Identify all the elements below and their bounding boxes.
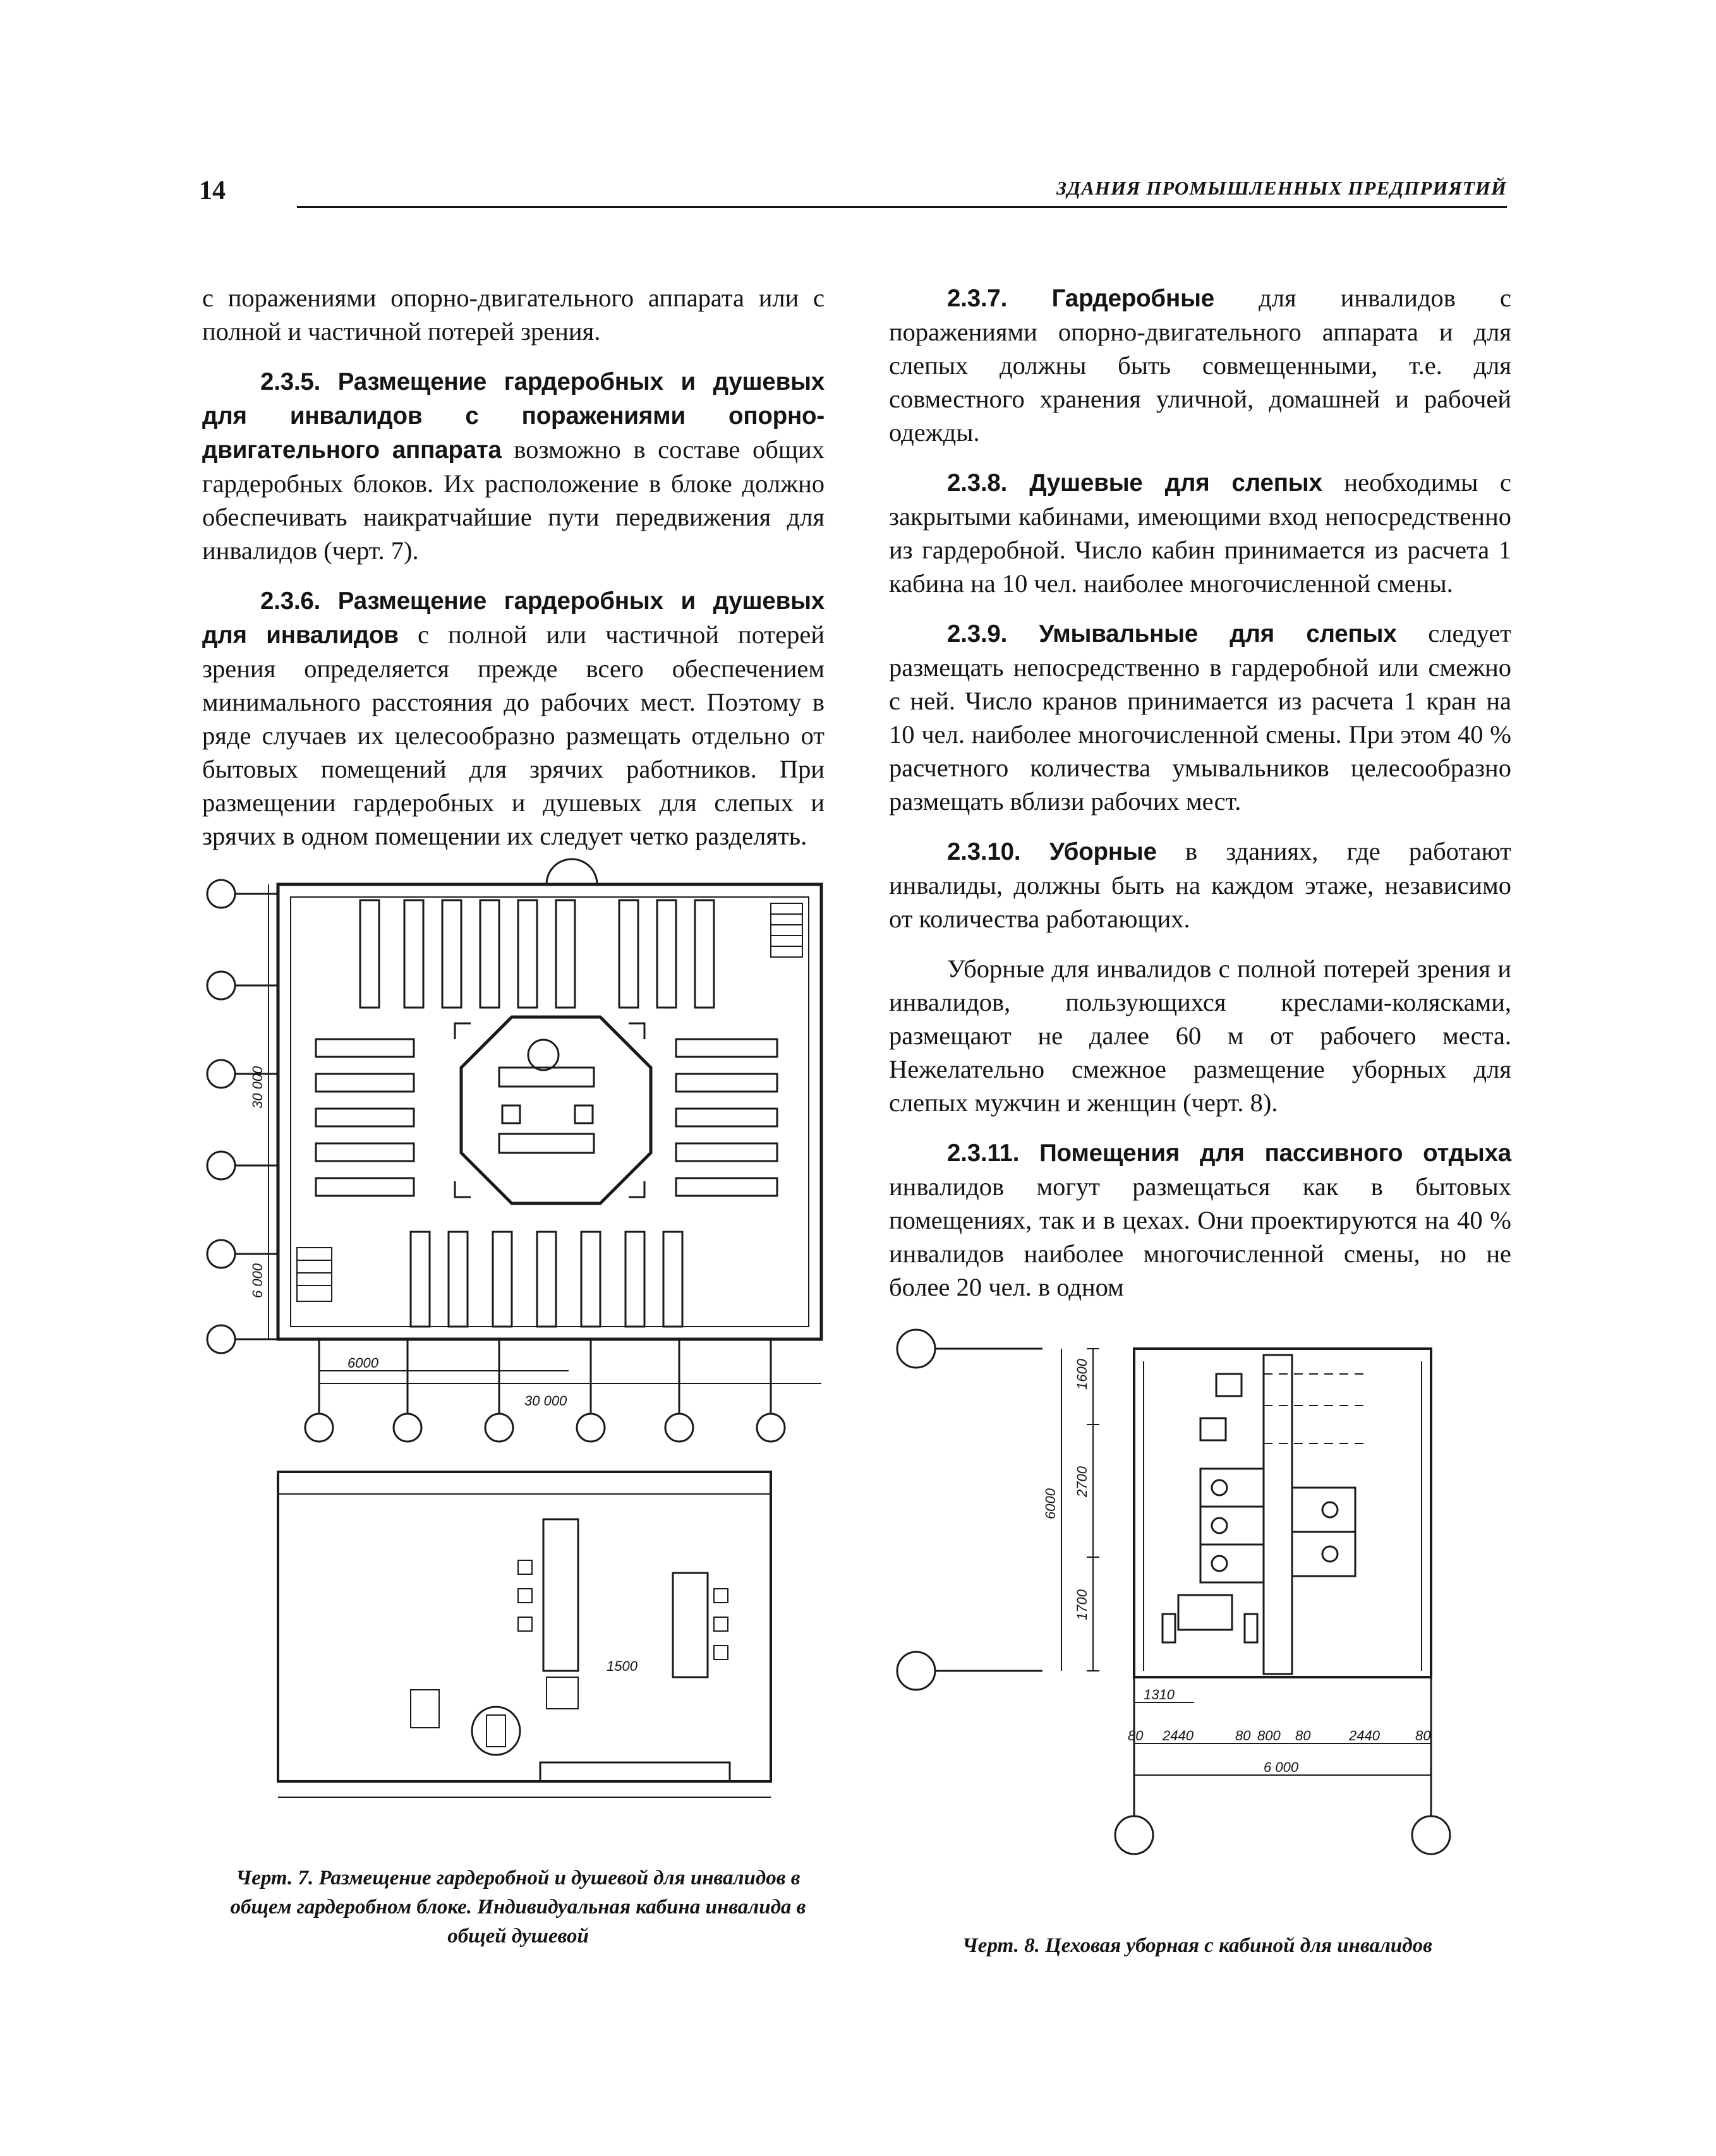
paragraph-text: с полной или частичной потерей зрения определяется прежде всего обеспечением минимального расстояния до рабочих мест. Поэтому в ряде случаев их целесообразно размещать отдельно от бытовых помещений для зрячих работников. При размещении гардеробных и душевых для слепых и зрячих в одном помещении их следует четко разделять. <box>202 620 825 850</box>
figure-8-caption: Черт. 8. Цеховая уборная с кабиной для инвалидов <box>962 1934 1432 1957</box>
dimension-label: 30 000 <box>250 1066 265 1109</box>
figure-7-drawing <box>202 856 834 1854</box>
figure-7-plan <box>202 856 834 1854</box>
page-header <box>199 169 1507 214</box>
locker-rows-right <box>676 1039 777 1196</box>
section-2-3-10 <box>889 834 1511 936</box>
shower-detail-plan <box>278 1472 771 1797</box>
paragraph-text: для инвалидов с поражениями опорно-двигательного аппарата и для слепых должны быть совмещенными, т.е. для совместного хранения уличной, домашней и рабочей одежды. <box>889 284 1512 447</box>
paragraph-text: в зданиях, где работают инвалиды, должны быть на каждом этаже, независимо от количества работающих. <box>889 837 1511 933</box>
dimension-label: 800 <box>1257 1728 1281 1743</box>
paragraph-text: необходимы с закрытыми кабинами, имеющими вход непосредственно из гардеробной. Число кабин принимается из расчета 1 кабина на 10 чел. наиболее многочисленной смены. <box>889 468 1511 598</box>
dimension-label: 1310 <box>1144 1687 1175 1702</box>
paragraph-text: с поражениями опорно-двигательного аппарата или с полной и частичной потерей зрения. <box>202 284 825 346</box>
section-heading: 2.3.5. Размещение гардеробных и душевых для инвалидов с поражениями опорно-двигательного аппарата <box>202 368 825 464</box>
section-heading: 2.3.9. Умывальные для слепых <box>947 620 1397 647</box>
section-heading: 2.3.7. Гардеробные <box>947 285 1214 312</box>
header-rule <box>297 206 1507 208</box>
partition-wall <box>1264 1355 1292 1674</box>
paragraph-text: следует размещать непосредственно в гардеробной или смежно с ней. Число кранов принимается из расчета 1 кран на 10 чел. наиболее многочисленной смены. При этом 40 % расчетного количества умывальников целесообразно размещать вблизи рабочих мест. <box>889 619 1511 816</box>
paragraph <box>889 952 1511 1119</box>
running-title: ЗДАНИЯ ПРОМЫШЛЕННЫХ ПРЕДПРИЯТИЙ <box>1056 177 1507 199</box>
dimension-label: 1700 <box>1074 1589 1090 1620</box>
dimension-label: 80 <box>1235 1728 1251 1743</box>
dimension-label: 2440 <box>1163 1728 1193 1743</box>
dimension-label: 30 000 <box>524 1393 567 1409</box>
dimension-label: 6000 <box>1042 1488 1058 1519</box>
figure-7-caption: Черт. 7. Размещение гардеробной и душевой для инвалидов в общем гардеробном блоке. Индивидуальная кабина инвалида в общей душевой <box>230 1867 806 1948</box>
dimension-label: 1600 <box>1074 1359 1090 1390</box>
dimension-label: 80 <box>1415 1728 1431 1743</box>
section-heading: 2.3.11. Помещения для пассивного отдыха <box>947 1140 1511 1167</box>
left-column <box>202 281 825 869</box>
paragraph-text: инвалидов могут размещаться как в бытовых помещениях, так и в цехах. Они проектируются на 40 % инвалидов наиболее многочисленной смены, но не более 20 чел. в одном <box>889 1172 1511 1301</box>
section-2-3-11 <box>889 1136 1511 1304</box>
dimension-label: 1500 <box>607 1658 637 1674</box>
dimension-label: 80 <box>1128 1728 1144 1743</box>
right-column <box>889 281 1511 1320</box>
dimension-lines-fig8 <box>1061 1349 1431 1775</box>
paragraph-text: Уборные для инвалидов с полной потерей зрения и инвалидов, пользующихся креслами-колясками, размещают не далее 60 м от рабочего места. Нежелательно смежное размещение уборных для слепых мужчин и женщин (черт. 8). <box>889 955 1511 1117</box>
locker-rows-top <box>360 900 714 1008</box>
section-2-3-5 <box>202 364 825 567</box>
section-2-3-7 <box>889 281 1511 449</box>
dimension-label: 2700 <box>1074 1466 1090 1497</box>
figure-8-plan <box>885 1317 1516 1886</box>
page-number: 14 <box>199 176 226 205</box>
toilet-cabins <box>1163 1374 1355 1642</box>
section-2-3-8 <box>889 466 1511 600</box>
locker-rows-bottom <box>411 1232 682 1327</box>
section-heading: 2.3.8. Душевые для слепых <box>947 469 1322 497</box>
section-heading: 2.3.6. Размещение гардеробных и душевых для инвалидов <box>202 587 825 649</box>
section-2-3-6 <box>202 584 825 853</box>
section-2-3-9 <box>889 617 1511 818</box>
figure-8-drawing <box>885 1317 1516 1886</box>
dimension-label: 6 000 <box>250 1263 265 1298</box>
dimension-label: 6 000 <box>1264 1759 1299 1775</box>
section-heading: 2.3.10. Уборные <box>947 838 1157 865</box>
locker-rows-left <box>316 1039 414 1196</box>
paragraph-text: возможно в составе общих гардеробных блоков. Их расположение в блоке должно обеспечивать наикратчайшие пути передвижения для инвалидов (черт. 7). <box>202 435 825 565</box>
dimension-label: 6000 <box>347 1355 378 1371</box>
axis-bubbles-left <box>207 880 278 1353</box>
paragraph <box>202 281 825 348</box>
dimension-label: 2440 <box>1349 1728 1380 1743</box>
dimension-label: 80 <box>1295 1728 1311 1743</box>
